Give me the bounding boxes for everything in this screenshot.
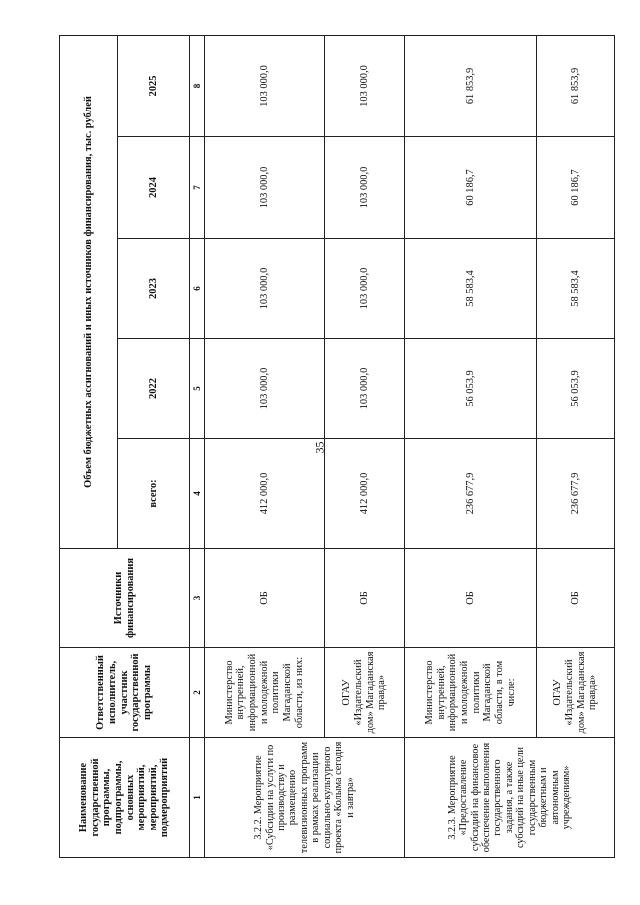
year-2024-cell: 103 000,0	[205, 137, 325, 239]
header-volume: Объем бюджетных ассигнований и иных источников финансирования, тыс. рублей	[60, 35, 118, 548]
table-row	[205, 35, 325, 857]
total-cell: 236 677,9	[405, 439, 537, 549]
page-number: 35	[312, 441, 327, 454]
table-row	[537, 35, 615, 857]
col-number: 3	[190, 549, 205, 648]
activity-name: 3.2.2. Мероприятие «Субсидии на услуги по производству и размещению телевизионных программ в рамках реализации социально-культурного проекта «Колыма сегодня и завтра»	[205, 738, 405, 858]
total-cell: 412 000,0	[205, 439, 325, 549]
year-2025-cell: 61 853,9	[537, 35, 615, 136]
header-total: всего:	[118, 439, 190, 549]
year-2022-cell: 56 053,9	[537, 339, 615, 439]
year-2023-cell: 58 583,4	[537, 239, 615, 339]
header-name: Наименование государственной программы, подпрограммы, основных мероприятий, мероприятий, подмероприятий	[60, 738, 190, 858]
col-number: 7	[190, 137, 205, 239]
executor-cell: ОГАУ «Издательский дом» Магаданская правда»	[537, 648, 615, 738]
year-2025-cell: 103 000,0	[205, 35, 325, 136]
header-year-2025: 2025	[118, 35, 190, 136]
header-source: Источники финансирования	[60, 549, 190, 648]
executor-cell: Министерство внутренней, информационной и молодежной политики Магаданской области, в том числе:	[405, 648, 537, 738]
header-year-2024: 2024	[118, 137, 190, 239]
year-2022-cell: 103 000,0	[205, 339, 325, 439]
header-year-2022: 2022	[118, 339, 190, 439]
year-2024-cell: 60 186,7	[537, 137, 615, 239]
col-number: 6	[190, 239, 205, 339]
source-cell: ОБ	[537, 549, 615, 648]
year-2023-cell: 58 583,4	[405, 239, 537, 339]
executor-cell: Министерство внутренней, информационной и молодежной политики Магаданской области, из них:	[205, 648, 325, 738]
table-row	[405, 35, 537, 857]
header-row	[60, 35, 118, 857]
header-year-2023: 2023	[118, 239, 190, 339]
activity-name: 3.2.3. Мероприятие «Предоставление субсидий на финансовое обеспечение выполнения государственного задания, а также субсидий на иные цели государственным бюджетным и автономным учреждениям»	[405, 738, 615, 858]
total-cell: 236 677,9	[537, 439, 615, 549]
year-2025-cell: 61 853,9	[405, 35, 537, 136]
col-number: 8	[190, 35, 205, 136]
column-numbers-row	[190, 35, 205, 857]
col-number: 2	[190, 648, 205, 738]
year-2022-cell: 56 053,9	[405, 339, 537, 439]
year-2024-cell: 103 000,0	[325, 137, 405, 239]
year-2023-cell: 103 000,0	[205, 239, 325, 339]
source-cell: ОБ	[325, 549, 405, 648]
year-2023-cell: 103 000,0	[325, 239, 405, 339]
total-cell: 412 000,0	[325, 439, 405, 549]
year-2025-cell: 103 000,0	[325, 35, 405, 136]
executor-cell: ОГАУ «Издательский дом» Магаданская правда»	[325, 648, 405, 738]
col-number: 5	[190, 339, 205, 439]
year-2022-cell: 103 000,0	[325, 339, 405, 439]
table-row	[325, 35, 405, 857]
col-number: 1	[190, 738, 205, 858]
financing-table	[59, 35, 615, 858]
header-executor: Ответственный исполнитель, участник государственной программы	[60, 648, 190, 738]
col-number: 4	[190, 439, 205, 549]
rotated-table-container	[59, 36, 599, 858]
year-2024-cell: 60 186,7	[405, 137, 537, 239]
source-cell: ОБ	[205, 549, 325, 648]
source-cell: ОБ	[405, 549, 537, 648]
